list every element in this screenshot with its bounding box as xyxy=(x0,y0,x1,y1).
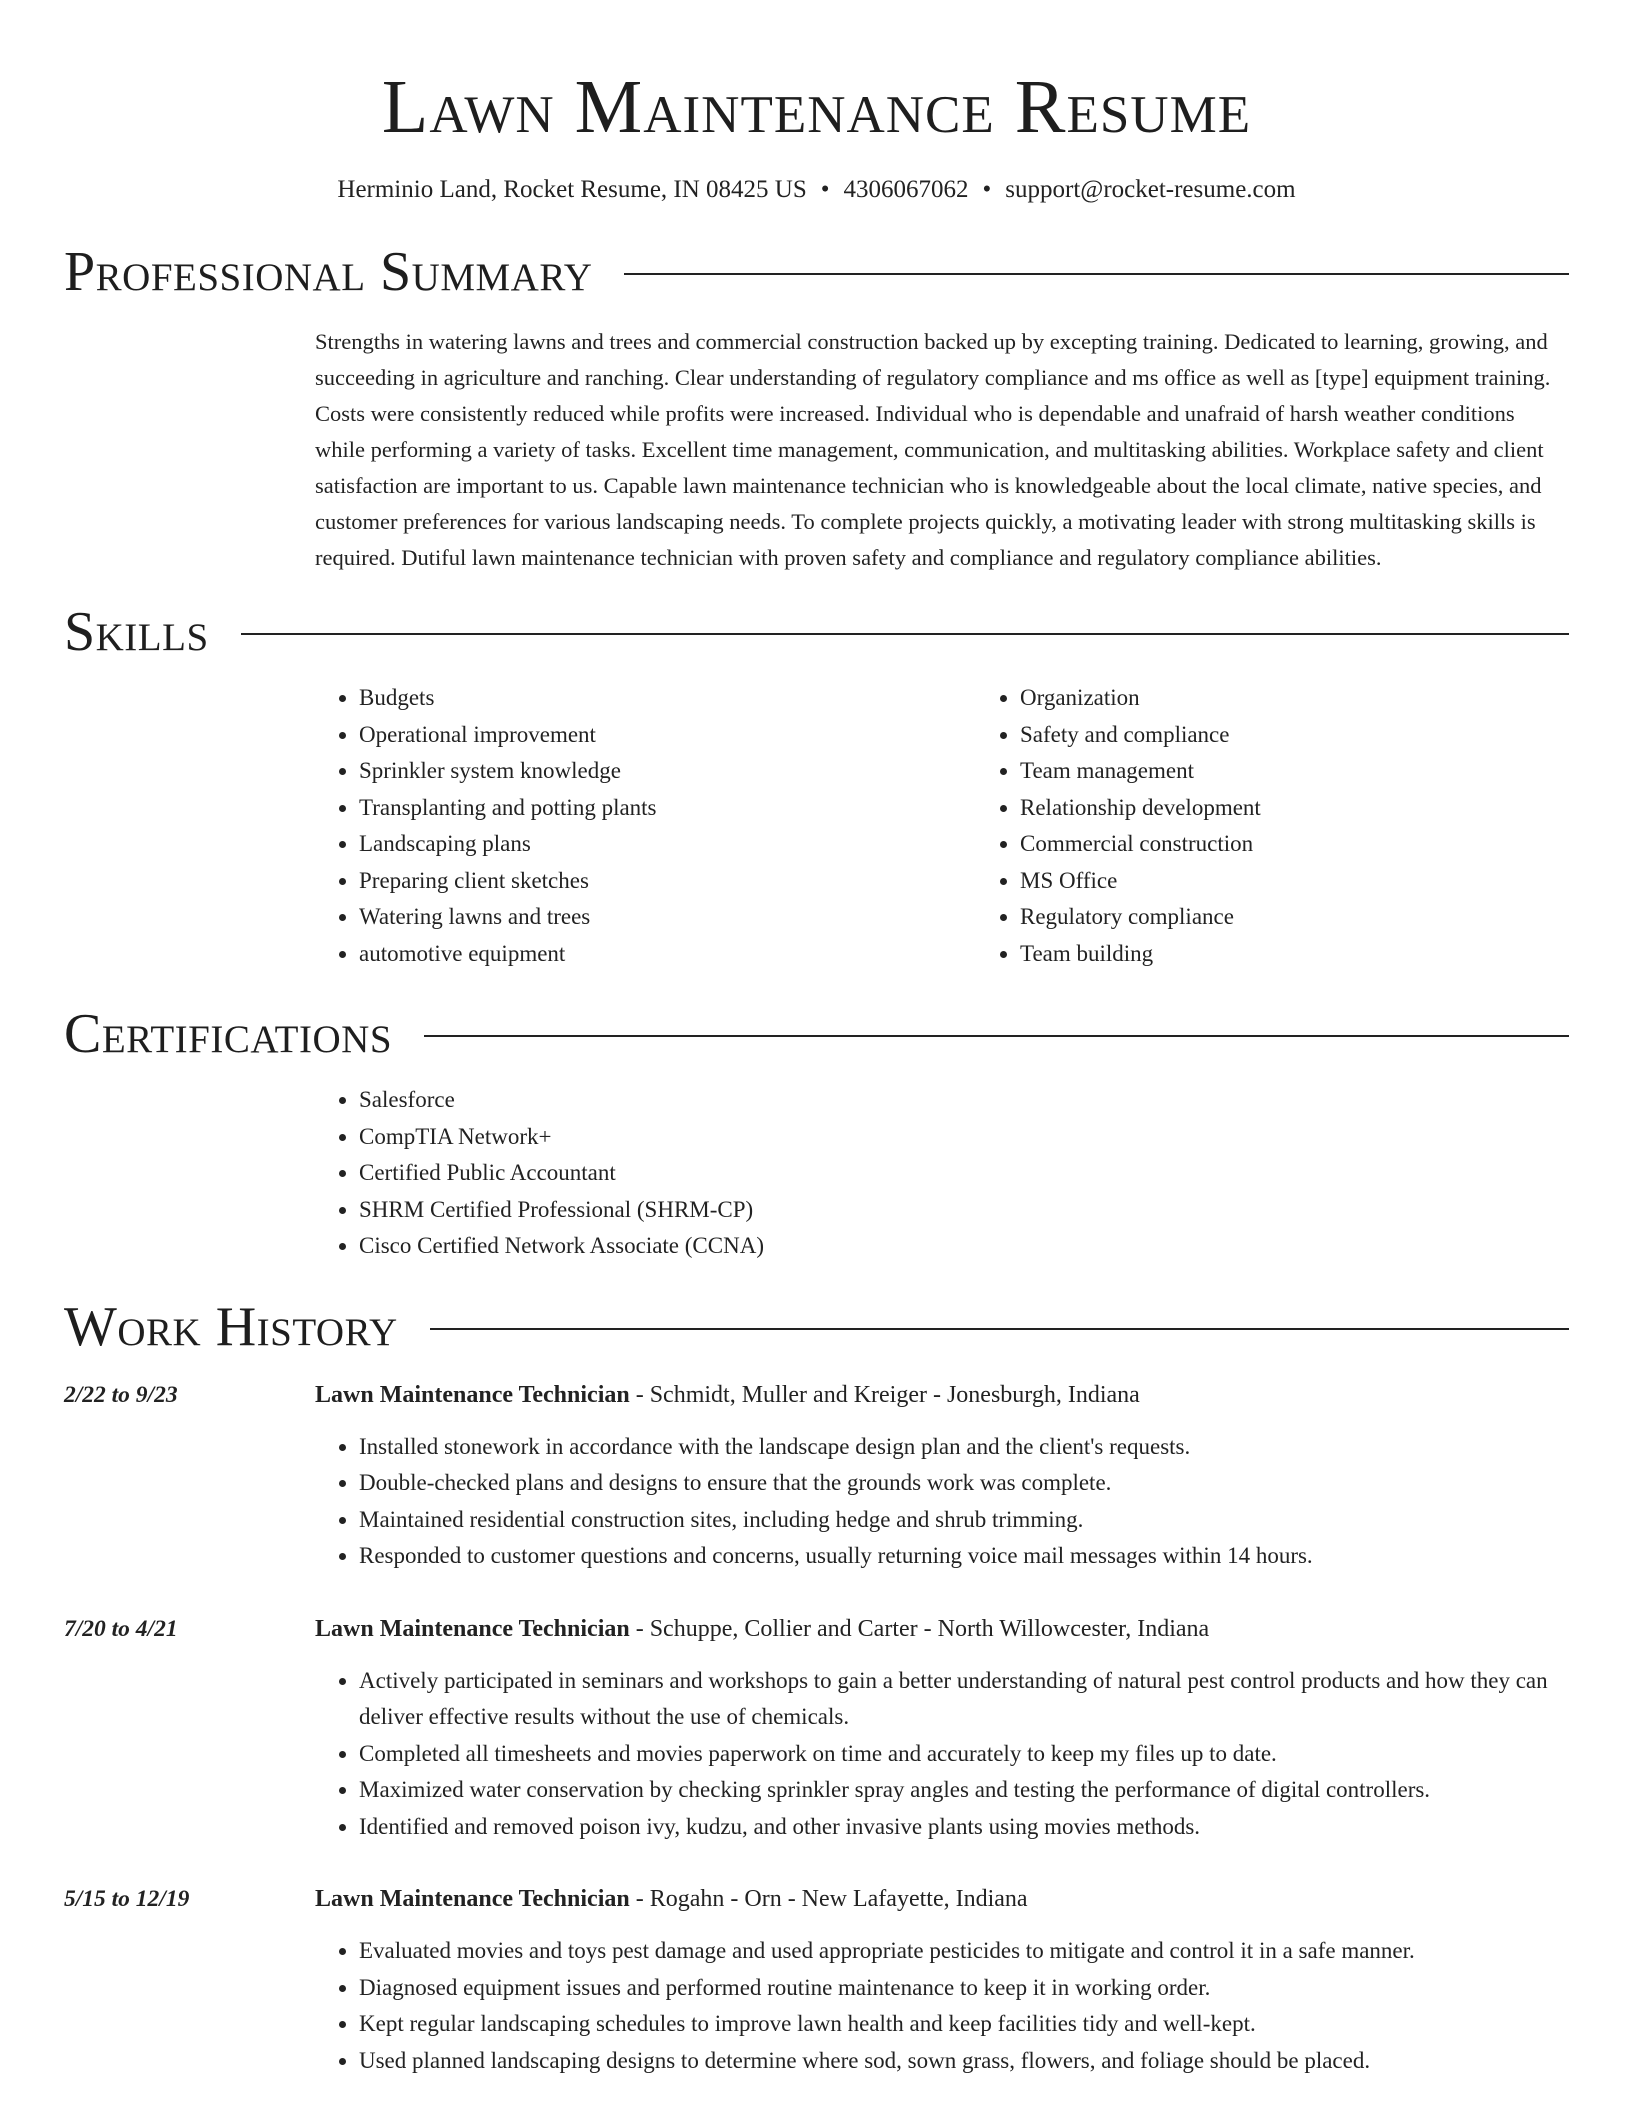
list-item: • Certified Public Accountant xyxy=(359,1155,1569,1192)
list-item: • Organization xyxy=(1020,680,1632,717)
list-item: • Transplanting and potting plants xyxy=(359,790,976,827)
skills-column-right xyxy=(976,680,1632,972)
list-item: • SHRM Certified Professional (SHRM-CP) xyxy=(359,1192,1569,1229)
job-bullets xyxy=(315,1663,1569,1846)
list-item: • Budgets xyxy=(359,680,976,717)
certifications-items xyxy=(315,1082,1569,1265)
skills-heading: Skills xyxy=(64,601,209,663)
contact-phone: 4306067062 xyxy=(843,176,969,203)
job-dates: 5/15 to 12/19 xyxy=(64,1886,190,1912)
job-title: Lawn Maintenance Technician xyxy=(315,1886,630,1912)
list-item: • CompTIA Network+ xyxy=(359,1119,1569,1156)
certifications-heading: Certifications xyxy=(64,1003,393,1065)
certifications-list xyxy=(315,1082,1569,1265)
contact-line xyxy=(64,174,1569,206)
section-divider xyxy=(430,1328,1569,1330)
list-item: • Maintained residential construction sites, including hedge and shrub trimming. xyxy=(359,1502,1569,1539)
summary-section-header xyxy=(64,240,1569,304)
list-item: • Landscaping plans xyxy=(359,826,976,863)
separator-dot: • xyxy=(982,176,992,203)
list-item: • Commercial construction xyxy=(1020,826,1632,863)
list-item: • Evaluated movies and toys pest damage and used appropriate pesticides to mitigate and control it in a safe manner. xyxy=(359,1933,1569,1970)
list-item: • Operational improvement xyxy=(359,717,976,754)
section-divider xyxy=(241,633,1569,635)
job-body xyxy=(315,1377,1569,1575)
list-item: • Salesforce xyxy=(359,1082,1569,1119)
job-employer-location: - Schmidt, Muller and Kreiger - Jonesburgh, Indiana xyxy=(629,1381,1140,1408)
list-item: • Cisco Certified Network Associate (CCNA) xyxy=(359,1228,1569,1265)
list-item: • Sprinkler system knowledge xyxy=(359,753,976,790)
list-item: • automotive equipment xyxy=(359,936,976,973)
list-item: • Actively participated in seminars and workshops to gain a better understanding of natural pest control products and how they can deliver effective results without the use of chemicals. xyxy=(359,1663,1569,1736)
job-header xyxy=(315,1881,1569,1917)
job-dates: 2/22 to 9/23 xyxy=(64,1381,178,1408)
job-body xyxy=(315,1611,1569,1846)
list-item: • Double-checked plans and designs to ensure that the grounds work was complete. xyxy=(359,1465,1569,1502)
skills-list xyxy=(315,680,1569,972)
job-employer-location: - Rogahn - Orn - New Lafayette, Indiana xyxy=(629,1886,1028,1912)
summary-heading: Professional Summary xyxy=(64,241,593,303)
list-item: • Team building xyxy=(1020,936,1632,973)
contact-email: support@rocket-resume.com xyxy=(1005,176,1296,203)
list-item: • Kept regular landscaping schedules to improve lawn health and keep facilities tidy and well-kept. xyxy=(359,2006,1569,2043)
work-history-list xyxy=(64,1377,1569,2080)
separator-dot: • xyxy=(820,176,830,203)
job-bullets xyxy=(315,1429,1569,1575)
list-item: • Regulatory compliance xyxy=(1020,899,1632,936)
resume-title: Lawn Maintenance Resume xyxy=(381,65,1252,149)
job-header xyxy=(315,1611,1569,1647)
list-item: • Maximized water conservation by checking sprinkler spray angles and testing the performance of digital controllers. xyxy=(359,1772,1569,1809)
job-entry xyxy=(64,1377,1569,1575)
work-section-header xyxy=(64,1295,1569,1359)
job-header xyxy=(315,1377,1569,1413)
job-body xyxy=(315,1881,1569,2079)
list-item: • Completed all timesheets and movies paperwork on time and accurately to keep my files up to date. xyxy=(359,1736,1569,1773)
list-item: • Responded to customer questions and concerns, usually returning voice mail messages within 14 hours. xyxy=(359,1538,1569,1575)
list-item: • Identified and removed poison ivy, kudzu, and other invasive plants using movies methods. xyxy=(359,1809,1569,1846)
list-item: • MS Office xyxy=(1020,863,1632,900)
job-title: Lawn Maintenance Technician xyxy=(315,1381,630,1408)
skills-section-header xyxy=(64,600,1569,664)
job-dates: 7/20 to 4/21 xyxy=(64,1615,178,1642)
job-entry xyxy=(64,1611,1569,1846)
job-title: Lawn Maintenance Technician xyxy=(315,1615,630,1642)
section-divider xyxy=(424,1035,1569,1037)
contact-address: Herminio Land, Rocket Resume, IN 08425 US xyxy=(337,176,807,203)
summary-text: Strengths in watering lawns and trees and commercial construction backed up by excepting training. Dedicated to learning, growing, and succeeding in agriculture and ranching. Clear understanding of regulatory compliance and ms office as well as [type] equipment training. Costs were consistently reduced while profits were increased. Individual who is dependable and unafraid of harsh weather conditions while performing a variety of tasks. Excellent time management, communication, and multitasking abilities. Workplace safety and client satisfaction are important to us. Capable lawn maintenance technician who is knowledgeable about the local climate, native species, and customer preferences for various landscaping needs. To complete projects quickly, a motivating leader with strong multitasking skills is required. Dutiful lawn maintenance technician with proven safety and compliance and regulatory compliance abilities. xyxy=(315,329,1551,570)
list-item: • Preparing client sketches xyxy=(359,863,976,900)
skills-column-left xyxy=(315,680,976,972)
list-item: • Relationship development xyxy=(1020,790,1632,827)
work-heading: Work History xyxy=(64,1295,398,1358)
section-divider xyxy=(624,273,1569,275)
list-item: • Watering lawns and trees xyxy=(359,899,976,936)
list-item: • Installed stonework in accordance with the landscape design plan and the client's requests. xyxy=(359,1429,1569,1466)
job-employer-location: - Schuppe, Collier and Carter - North Willowcester, Indiana xyxy=(629,1615,1210,1642)
job-entry xyxy=(64,1881,1569,2079)
job-bullets xyxy=(315,1933,1569,2079)
list-item: • Safety and compliance xyxy=(1020,717,1632,754)
list-item: • Team management xyxy=(1020,753,1632,790)
list-item: • Diagnosed equipment issues and performed routine maintenance to keep it in working order. xyxy=(359,1970,1569,2007)
certifications-section-header xyxy=(64,1002,1569,1066)
list-item: • Used planned landscaping designs to determine where sod, sown grass, flowers, and foliage should be placed. xyxy=(359,2043,1569,2080)
